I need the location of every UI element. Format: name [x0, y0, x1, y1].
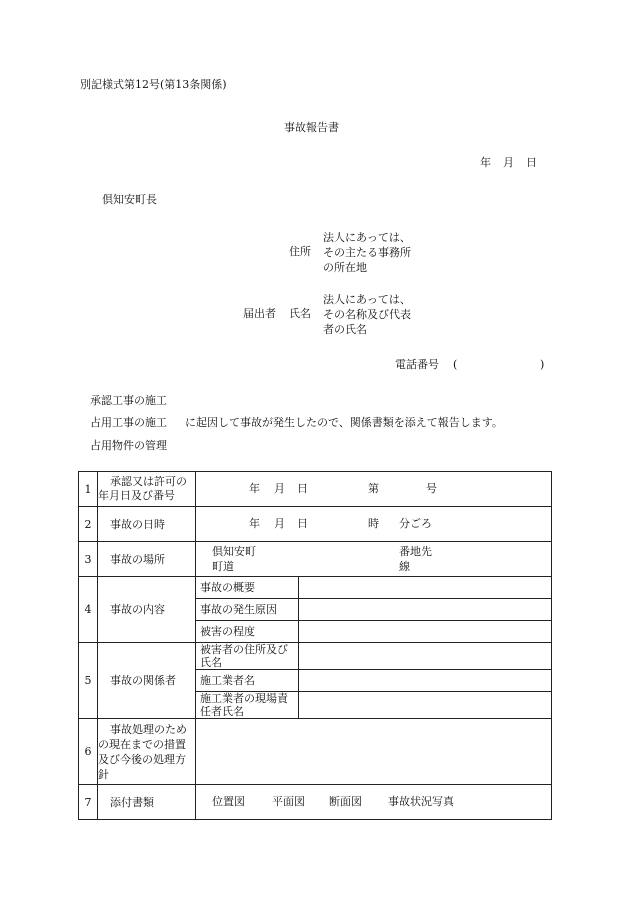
document-title: 事故報告書 — [284, 121, 339, 134]
row-label-line: 及び今後の処理方 — [98, 752, 186, 766]
row-label-text: 添付書類 — [110, 795, 154, 809]
field-banchi: 番地先 — [399, 545, 432, 558]
address-note-line: 法人にあっては、 — [323, 231, 411, 244]
name-note-line: その名称及び代表 — [323, 308, 411, 321]
field-year: 年 — [249, 482, 260, 495]
accident-summary-field[interactable] — [299, 577, 552, 599]
sub-label-line: 被害者の住所及び — [200, 643, 288, 656]
accident-report-table — [78, 471, 552, 820]
field-line: 線 — [399, 560, 410, 573]
name-note — [323, 292, 411, 337]
row-label-line: 事故処理のため — [110, 722, 187, 736]
reporter-label: 届出者 — [243, 307, 276, 320]
field-day: 日 — [297, 517, 308, 530]
row-number: 6 — [79, 719, 98, 785]
field-year: 年 — [249, 517, 260, 530]
row-label — [98, 643, 196, 719]
sub-label: 被害の程度 — [196, 621, 299, 643]
row-label-text: 事故の関係者 — [110, 674, 176, 687]
addressee: 倶知安町長 — [102, 193, 157, 206]
row-label-text: 事故の日時 — [110, 517, 165, 531]
row-number: 1 — [79, 472, 98, 507]
statement-text: に起因して事故が発生したので、関係書類を添えて報告します。 — [185, 416, 503, 429]
sub-label — [196, 692, 299, 719]
statement-option: 占用工事の施工 — [90, 416, 167, 429]
table-row — [79, 472, 552, 507]
contractor-name-field[interactable] — [299, 670, 552, 692]
address-note-line: の所在地 — [323, 261, 367, 274]
approval-date-number-cell[interactable] — [196, 472, 552, 507]
sub-label — [196, 643, 299, 670]
row-number: 3 — [79, 542, 98, 577]
row-label-line: 承認又は許可の — [110, 475, 187, 488]
accident-datetime-cell[interactable] — [196, 507, 552, 542]
name-note-line: 者の氏名 — [323, 323, 367, 336]
site-manager-name-field[interactable] — [299, 692, 552, 719]
row-number: 2 — [79, 507, 98, 542]
attachment-section-view: 断面図 — [329, 795, 362, 808]
row-label — [98, 507, 196, 542]
row-label — [98, 577, 196, 643]
sub-label: 施工業者名 — [196, 670, 299, 692]
row-number: 4 — [79, 577, 98, 643]
damage-extent-field[interactable] — [299, 621, 552, 643]
field-month: 月 — [274, 517, 285, 530]
field-day: 日 — [297, 482, 308, 495]
phone-open-paren: ( — [453, 358, 458, 371]
sub-label: 事故の概要 — [196, 577, 299, 599]
address-note — [323, 230, 411, 275]
statement-option: 承認工事の施工 — [90, 394, 167, 407]
field-town: 倶知安町 — [212, 545, 256, 558]
table-row — [79, 785, 552, 820]
measures-policy-field[interactable] — [196, 719, 552, 785]
row-label-line: 針 — [98, 767, 109, 781]
row-label-text: 事故の場所 — [110, 552, 165, 566]
sub-label-line: 施工業者の現場責 — [200, 692, 288, 705]
row-label — [98, 719, 196, 785]
address-label: 住所 — [289, 245, 311, 258]
sub-label-line: 氏名 — [200, 656, 222, 669]
row-label — [98, 785, 196, 820]
statement-option: 占用物件の管理 — [90, 439, 167, 452]
table-row — [79, 719, 552, 785]
attachments-cell[interactable] — [196, 785, 552, 820]
attachment-accident-photos: 事故状況写真 — [388, 795, 454, 808]
phone-label: 電話番号 — [395, 358, 439, 371]
row-label-text: 事故の内容 — [110, 603, 165, 616]
field-hour: 時 — [368, 517, 379, 530]
row-number: 5 — [79, 643, 98, 719]
table-row — [79, 577, 552, 599]
phone-close-paren: ) — [540, 358, 545, 371]
row-number: 7 — [79, 785, 98, 820]
sub-label-line: 任者氏名 — [200, 705, 244, 718]
date-day: 日 — [526, 156, 537, 169]
table-row — [79, 542, 552, 577]
row-label — [98, 472, 196, 507]
sub-label: 事故の発生原因 — [196, 599, 299, 621]
field-go: 号 — [426, 482, 437, 495]
row-label — [98, 542, 196, 577]
accident-location-cell[interactable] — [196, 542, 552, 577]
row-label-line: 年月日及び番号 — [98, 489, 175, 502]
victim-address-name-field[interactable] — [299, 643, 552, 670]
name-note-line: 法人にあっては、 — [323, 293, 411, 306]
date-year: 年 — [480, 156, 491, 169]
attachment-plan-view: 平面図 — [272, 795, 305, 808]
table-row — [79, 507, 552, 542]
field-month: 月 — [274, 482, 285, 495]
accident-cause-field[interactable] — [299, 599, 552, 621]
address-note-line: その主たる事務所 — [323, 246, 411, 259]
form-number: 別記様式第12号(第13条関係) — [80, 78, 227, 91]
field-road: 町道 — [212, 560, 234, 573]
date-month: 月 — [503, 156, 514, 169]
field-dai: 第 — [368, 482, 379, 495]
attachment-location-map: 位置図 — [212, 795, 245, 808]
name-label: 氏名 — [289, 307, 311, 320]
field-minute: 分ごろ — [399, 517, 432, 530]
table-row — [79, 643, 552, 670]
row-label-line: の現在までの措置 — [98, 737, 186, 751]
